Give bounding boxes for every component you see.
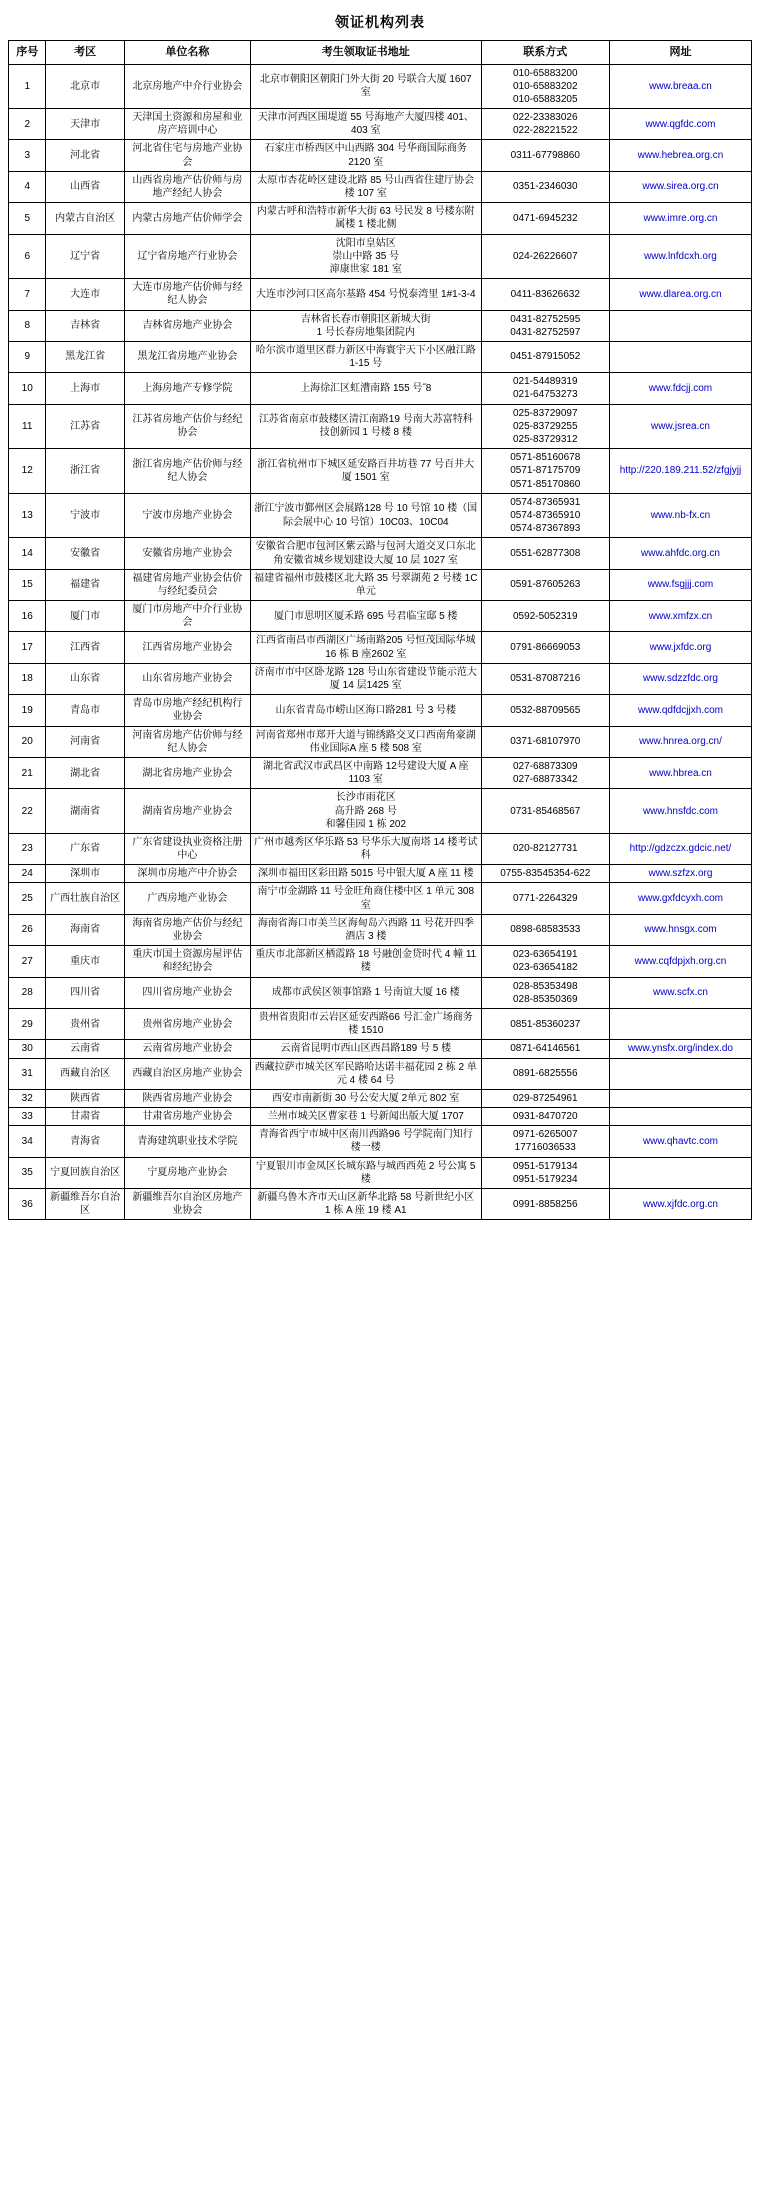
cell-area: 浙江省 [46, 449, 124, 494]
cell-address: 山东省青岛市崂山区海口路281 号 3 号楼 [250, 695, 481, 726]
cell-address: 湖北省武汉市武昌区中南路 12号建设大厦 A 座 1103 室 [250, 757, 481, 788]
cell-address: 兰州市城关区曹家巷 1 号新闻出版大厦 1707 [250, 1108, 481, 1126]
cell-org: 厦门市房地产中介行业协会 [124, 601, 250, 632]
cell-org: 宁夏房地产业协会 [124, 1157, 250, 1188]
website-link[interactable]: www.ynsfx.org/index.do [627, 1043, 733, 1055]
website-link[interactable]: www.xmfzx.cn [648, 610, 713, 622]
cell-seq: 24 [9, 865, 46, 883]
website-link[interactable]: www.qdfdcjjxh.com [637, 704, 723, 716]
cell-area: 上海市 [46, 373, 124, 404]
cell-address: 西藏拉萨市城关区军民路哈达诺丰福花园 2 栋 2 单元 4 楼 64 号 [250, 1058, 481, 1089]
cell-address: 沈阳市皇姑区 崇山中路 35 号 渖康世家 181 室 [250, 234, 481, 279]
cell-address: 哈尔滨市道里区群力新区中海寰宇天下小区融江路 1-15 号 [250, 341, 481, 372]
cell-seq: 4 [9, 171, 46, 202]
table-row [9, 833, 752, 864]
cell-area: 宁夏回族自治区 [46, 1157, 124, 1188]
cell-org: 甘肃省房地产业协会 [124, 1108, 250, 1126]
table-row [9, 404, 752, 449]
cell-area: 北京市 [46, 64, 124, 109]
table-header-row [9, 41, 752, 65]
cell-website[interactable] [609, 493, 751, 538]
cell-org: 湖南省房地产业协会 [124, 789, 250, 834]
cell-website[interactable] [609, 234, 751, 279]
website-link[interactable]: http://gdzczx.gdcic.net/ [629, 843, 732, 855]
cell-contact: 0311-67798860 [481, 140, 609, 171]
cell-contact: 0551-62877308 [481, 538, 609, 569]
cell-org: 西藏自治区房地产业协会 [124, 1058, 250, 1089]
website-link[interactable]: www.gxfdcyxh.com [637, 893, 723, 905]
cell-address: 新疆乌鲁木齐市天山区新华北路 58 号新世纪小区 1 栋 A 座 19 楼 A1 [250, 1189, 481, 1220]
table-row [9, 234, 752, 279]
cell-address: 吉林省长春市朝阳区新城大街 1 号长春房地集团院内 [250, 310, 481, 341]
cell-website[interactable] [609, 203, 751, 234]
cell-seq: 22 [9, 789, 46, 834]
cell-area: 内蒙古自治区 [46, 203, 124, 234]
cell-address: 内蒙古呼和浩特市新华大街 63 号民发 8 号楼东附属楼 1 楼北侧 [250, 203, 481, 234]
table-row [9, 64, 752, 109]
cell-address: 石家庄市桥西区中山西路 304 号华商国际商务 2120 室 [250, 140, 481, 171]
table-row [9, 977, 752, 1008]
table-row [9, 601, 752, 632]
table-row [9, 140, 752, 171]
cell-address: 海南省海口市美兰区海甸岛六西路 11 号花开四季酒店 3 楼 [250, 914, 481, 945]
cell-org: 内蒙古房地产估价师学会 [124, 203, 250, 234]
website-link[interactable]: www.xjfdc.org.cn [642, 1198, 718, 1210]
cell-area: 重庆市 [46, 946, 124, 977]
cell-address: 大连市沙河口区高尔基路 454 号悦泰湾里 1#1-3-4 [250, 279, 481, 310]
cell-area: 宁波市 [46, 493, 124, 538]
website-link[interactable]: www.hnsfdc.com [642, 805, 718, 817]
cell-website[interactable] [609, 914, 751, 945]
cell-contact: 0991-8858256 [481, 1189, 609, 1220]
cell-seq: 23 [9, 833, 46, 864]
cell-address: 济南市市中区卧龙路 128 号山东省建设节能示范大厦 14 层1425 室 [250, 663, 481, 694]
cell-website[interactable] [609, 538, 751, 569]
cell-seq: 1 [9, 64, 46, 109]
cell-org: 广东省建设执业资格注册中心 [124, 833, 250, 864]
cell-seq: 25 [9, 883, 46, 914]
table-row [9, 1126, 752, 1157]
cell-org: 福建省房地产业协会估价与经纪委员会 [124, 569, 250, 600]
cell-seq: 2 [9, 109, 46, 140]
cell-seq: 15 [9, 569, 46, 600]
cell-seq: 6 [9, 234, 46, 279]
cell-seq: 29 [9, 1008, 46, 1039]
cell-website[interactable] [609, 833, 751, 864]
cell-contact: 022-23383026 022-28221522 [481, 109, 609, 140]
cell-seq: 9 [9, 341, 46, 372]
cell-seq: 19 [9, 695, 46, 726]
page-title: 领证机构列表 [335, 14, 425, 30]
website-link[interactable]: www.lnfdcxh.org [644, 250, 717, 262]
website-link[interactable]: www.qgfdc.com [645, 118, 716, 130]
cell-org: 江西省房地产业协会 [124, 632, 250, 663]
table-body [9, 64, 752, 1220]
cell-org: 北京房地产中介行业协会 [124, 64, 250, 109]
cell-org: 辽宁省房地产行业协会 [124, 234, 250, 279]
cell-contact: 0431-82752595 0431-82752597 [481, 310, 609, 341]
cell-org: 贵州省房地产业协会 [124, 1008, 250, 1039]
table-row [9, 914, 752, 945]
cell-website[interactable] [609, 726, 751, 757]
cell-seq: 34 [9, 1126, 46, 1157]
cell-website[interactable] [609, 663, 751, 694]
table-row [9, 726, 752, 757]
cell-org: 陕西省房地产业协会 [124, 1089, 250, 1107]
cell-seq: 13 [9, 493, 46, 538]
cell-website[interactable] [609, 946, 751, 977]
cell-website[interactable] [609, 695, 751, 726]
cell-address: 西安市南新街 30 号公安大厦 2单元 802 室 [250, 1089, 481, 1107]
cell-website[interactable] [609, 64, 751, 109]
cell-contact: 0891-6825556 [481, 1058, 609, 1089]
cell-area: 贵州省 [46, 1008, 124, 1039]
cell-contact: 0851-85360237 [481, 1008, 609, 1039]
cell-area: 湖北省 [46, 757, 124, 788]
cell-contact: 0451-87915052 [481, 341, 609, 372]
table-row [9, 449, 752, 494]
cell-contact: 0898-68583533 [481, 914, 609, 945]
cell-address: 深圳市福田区彩田路 5015 号中银大厦 A 座 11 楼 [250, 865, 481, 883]
website-link[interactable]: www.jsrea.cn [651, 420, 710, 432]
cell-org: 安徽省房地产业协会 [124, 538, 250, 569]
table-row [9, 310, 752, 341]
cell-address: 太原市杏花岭区建设北路 85 号山西省住建厅协会楼 107 室 [250, 171, 481, 202]
cell-address: 北京市朝阳区朝阳门外大街 20 号联合大厦 1607 室 [250, 64, 481, 109]
cell-address: 成都市武侯区领事馆路 1 号南谊大厦 16 楼 [250, 977, 481, 1008]
cell-website[interactable] [609, 977, 751, 1008]
cell-area: 四川省 [46, 977, 124, 1008]
cell-address: 厦门市思明区厦禾路 695 号君临宝邸 5 楼 [250, 601, 481, 632]
cell-seq: 3 [9, 140, 46, 171]
cell-address: 天津市河西区围堤道 55 号海地产大厦四楼 401、403 室 [250, 109, 481, 140]
column-header-seq: 序号 [9, 41, 46, 65]
cell-area: 天津市 [46, 109, 124, 140]
table-row [9, 883, 752, 914]
table-row [9, 1089, 752, 1107]
cell-address: 南宁市金湖路 11 号金旺角商住楼中区 1 单元 308 室 [250, 883, 481, 914]
website-link[interactable]: www.sdzzfdc.org [642, 673, 718, 685]
cell-website[interactable] [609, 1008, 751, 1039]
cell-seq: 33 [9, 1108, 46, 1126]
cell-org: 青海建筑职业技术学院 [124, 1126, 250, 1157]
cell-area: 江苏省 [46, 404, 124, 449]
cell-seq: 10 [9, 373, 46, 404]
cell-area: 吉林省 [46, 310, 124, 341]
website-link[interactable]: www.imre.org.cn [643, 212, 718, 224]
cell-contact: 027-68873309 027-68873342 [481, 757, 609, 788]
website-link[interactable]: www.qhavtc.com [642, 1135, 718, 1147]
table-row [9, 757, 752, 788]
cell-seq: 31 [9, 1058, 46, 1089]
cell-area: 云南省 [46, 1040, 124, 1058]
cell-address: 贵州省贵阳市云岩区延安西路66 号汇金广场商务楼 1510 [250, 1008, 481, 1039]
cell-org: 青岛市房地产经纪机构行业协会 [124, 695, 250, 726]
cell-contact: 0971-6265007 17716036533 [481, 1126, 609, 1157]
cell-org: 大连市房地产估价师与经纪人协会 [124, 279, 250, 310]
cell-seq: 30 [9, 1040, 46, 1058]
cell-seq: 36 [9, 1189, 46, 1220]
cell-address: 重庆市北部新区栖霞路 18 号融创金贷时代 4 幢 11 楼 [250, 946, 481, 977]
table-row [9, 171, 752, 202]
website-link[interactable]: http://220.189.211.52/zfgjyjj [619, 465, 742, 477]
cell-address: 江苏省南京市鼓楼区清江南路19 号南大苏富特科技创新园 1 号楼 8 楼 [250, 404, 481, 449]
cell-contact: 0411-83626632 [481, 279, 609, 310]
column-header-address: 考生领取证书地址 [250, 41, 481, 65]
cell-contact: 0951-5179134 0951-5179234 [481, 1157, 609, 1188]
cell-seq: 11 [9, 404, 46, 449]
table-row [9, 341, 752, 372]
cell-area: 安徽省 [46, 538, 124, 569]
cell-website[interactable] [609, 279, 751, 310]
cell-contact: 0592-5052319 [481, 601, 609, 632]
cell-website[interactable] [609, 601, 751, 632]
cell-website[interactable] [609, 109, 751, 140]
column-header-contact: 联系方式 [481, 41, 609, 65]
cell-org: 江苏省房地产估价与经纪协会 [124, 404, 250, 449]
cell-area: 深圳市 [46, 865, 124, 883]
cell-website[interactable] [609, 1157, 751, 1188]
cell-contact: 0791-86669053 [481, 632, 609, 663]
table-row [9, 1189, 752, 1220]
cell-org: 河北省住宅与房地产业协会 [124, 140, 250, 171]
cell-address: 浙江省杭州市下城区延安路百井坊巷 77 号百井大厦 1501 室 [250, 449, 481, 494]
website-link[interactable]: www.breaa.cn [649, 80, 712, 92]
website-link[interactable]: www.cqfdpjxh.org.cn [634, 955, 727, 967]
cell-website[interactable] [609, 1058, 751, 1089]
cell-seq: 32 [9, 1089, 46, 1107]
cell-address: 云南省昆明市西山区西昌路189 号 5 楼 [250, 1040, 481, 1058]
cell-area: 青岛市 [46, 695, 124, 726]
cell-org: 吉林省房地产业协会 [124, 310, 250, 341]
cell-area: 厦门市 [46, 601, 124, 632]
cell-org: 上海房地产专修学院 [124, 373, 250, 404]
cell-contact: 0731-85468567 [481, 789, 609, 834]
website-link[interactable]: www.sirea.org.cn [642, 181, 719, 193]
registration-agency-table [8, 40, 752, 1220]
cell-website[interactable] [609, 789, 751, 834]
cell-contact: 0591-87605263 [481, 569, 609, 600]
website-link[interactable]: www.ahfdc.org.cn [641, 547, 720, 559]
cell-seq: 12 [9, 449, 46, 494]
cell-area: 广东省 [46, 833, 124, 864]
table-row [9, 865, 752, 883]
cell-website[interactable] [609, 1126, 751, 1157]
cell-org: 河南省房地产估价师与经纪人协会 [124, 726, 250, 757]
cell-contact: 024-26226607 [481, 234, 609, 279]
table-row [9, 109, 752, 140]
cell-area: 河北省 [46, 140, 124, 171]
cell-area: 黑龙江省 [46, 341, 124, 372]
cell-contact: 025-83729097 025-83729255 025-83729312 [481, 404, 609, 449]
cell-org: 湖北省房地产业协会 [124, 757, 250, 788]
cell-contact: 020-82127731 [481, 833, 609, 864]
cell-website[interactable] [609, 140, 751, 171]
cell-website[interactable] [609, 632, 751, 663]
table-row [9, 1108, 752, 1126]
website-link[interactable]: www.hnsgx.com [644, 924, 717, 936]
cell-seq: 17 [9, 632, 46, 663]
cell-address: 安徽省合肥市包河区紫云路与包河大道交叉口东北角安徽省城乡规划建设大厦 10 层 1027 室 [250, 538, 481, 569]
cell-seq: 7 [9, 279, 46, 310]
cell-website[interactable] [609, 1108, 751, 1126]
cell-contact: 023-63654191 023-63654182 [481, 946, 609, 977]
table-row [9, 1058, 752, 1089]
cell-org: 天津国土资源和房屋和业房产培训中心 [124, 109, 250, 140]
cell-area: 福建省 [46, 569, 124, 600]
cell-area: 辽宁省 [46, 234, 124, 279]
cell-area: 山西省 [46, 171, 124, 202]
cell-area: 海南省 [46, 914, 124, 945]
cell-contact: 029-87254961 [481, 1089, 609, 1107]
cell-contact: 0574-87365931 0574-87365910 0574-87367893 [481, 493, 609, 538]
cell-area: 江西省 [46, 632, 124, 663]
table-row [9, 663, 752, 694]
cell-website[interactable] [609, 865, 751, 883]
cell-area: 大连市 [46, 279, 124, 310]
cell-seq: 28 [9, 977, 46, 1008]
column-header-org: 单位名称 [124, 41, 250, 65]
table-row [9, 1008, 752, 1039]
website-link[interactable]: www.fdcjj.com [648, 382, 713, 394]
cell-seq: 8 [9, 310, 46, 341]
cell-org: 山东省房地产业协会 [124, 663, 250, 694]
cell-org: 浙江省房地产估价师与经纪人协会 [124, 449, 250, 494]
cell-area: 湖南省 [46, 789, 124, 834]
cell-website[interactable] [609, 171, 751, 202]
cell-org: 广西房地产业协会 [124, 883, 250, 914]
cell-website[interactable] [609, 310, 751, 341]
cell-org: 海南省房地产估价与经纪业协会 [124, 914, 250, 945]
cell-address: 宁夏银川市金凤区长城东路与城西西苑 2 号公寓 5 楼 [250, 1157, 481, 1188]
table-row [9, 946, 752, 977]
cell-area: 青海省 [46, 1126, 124, 1157]
cell-seq: 27 [9, 946, 46, 977]
cell-org: 黑龙江省房地产业协会 [124, 341, 250, 372]
cell-contact: 0351-2346030 [481, 171, 609, 202]
cell-area: 新疆维吾尔自治区 [46, 1189, 124, 1220]
website-link[interactable]: www.fsgjjj.com [647, 579, 714, 591]
cell-address: 广州市越秀区华乐路 53 号华乐大厦南塔 14 楼考试科 [250, 833, 481, 864]
cell-area: 广西壮族自治区 [46, 883, 124, 914]
table-row [9, 279, 752, 310]
cell-org: 深圳市房地产中介协会 [124, 865, 250, 883]
website-link[interactable]: www.hbrea.cn [649, 767, 712, 779]
cell-contact: 010-65883200 010-65883202 010-65883205 [481, 64, 609, 109]
cell-contact: 0931-8470720 [481, 1108, 609, 1126]
cell-org: 山西省房地产估价师与房地产经纪人协会 [124, 171, 250, 202]
cell-seq: 5 [9, 203, 46, 234]
cell-seq: 20 [9, 726, 46, 757]
cell-website[interactable] [609, 449, 751, 494]
cell-area: 山东省 [46, 663, 124, 694]
website-link[interactable]: www.jxfdc.org [649, 642, 712, 654]
table-row [9, 493, 752, 538]
website-link[interactable]: www.hnrea.org.cn/ [639, 736, 722, 748]
table-row [9, 203, 752, 234]
cell-website[interactable] [609, 883, 751, 914]
column-header-website: 网址 [609, 41, 751, 65]
website-link[interactable]: www.nb-fx.cn [650, 509, 711, 521]
cell-contact: 021-54489319 021-64753273 [481, 373, 609, 404]
cell-website[interactable] [609, 1040, 751, 1058]
cell-address: 上海徐汇区虹漕南路 155 号˝8 [250, 373, 481, 404]
table-row [9, 1157, 752, 1188]
cell-seq: 26 [9, 914, 46, 945]
cell-seq: 16 [9, 601, 46, 632]
cell-contact: 028-85353498 028-85350369 [481, 977, 609, 1008]
cell-contact: 0471-6945232 [481, 203, 609, 234]
cell-seq: 35 [9, 1157, 46, 1188]
cell-contact: 0531-87087216 [481, 663, 609, 694]
cell-website[interactable] [609, 569, 751, 600]
cell-seq: 14 [9, 538, 46, 569]
cell-address: 江西省南昌市西湖区广场南路205 号恒茂国际华城 16 栋 B 座2602 室 [250, 632, 481, 663]
cell-contact: 0755-83545354-622 [481, 865, 609, 883]
table-row [9, 373, 752, 404]
table-row [9, 1040, 752, 1058]
cell-contact: 0371-68107970 [481, 726, 609, 757]
column-header-area: 考区 [46, 41, 124, 65]
cell-address: 河南省郑州市郑开大道与锦绣路交叉口西南角豪湖伟业国际A 座 5 楼 508 室 [250, 726, 481, 757]
cell-website[interactable] [609, 404, 751, 449]
cell-contact: 0532-88709565 [481, 695, 609, 726]
table-row [9, 695, 752, 726]
table-row [9, 789, 752, 834]
cell-org: 宁波市房地产业协会 [124, 493, 250, 538]
website-link[interactable]: www.dlarea.org.cn [639, 288, 722, 300]
cell-seq: 18 [9, 663, 46, 694]
cell-area: 河南省 [46, 726, 124, 757]
cell-contact: 0771-2264329 [481, 883, 609, 914]
cell-website[interactable] [609, 757, 751, 788]
website-link[interactable]: www.scfx.cn [652, 987, 708, 999]
table-row [9, 632, 752, 663]
cell-website[interactable] [609, 1189, 751, 1220]
cell-address: 浙江宁波市鄞州区会展路128 号 10 号馆 10 楼（国际会展中心 10 号馆）10C03、10C04 [250, 493, 481, 538]
website-link[interactable]: www.hebrea.org.cn [637, 150, 724, 162]
cell-address: 青海省西宁市城中区南川西路96 号学院南门知行楼一楼 [250, 1126, 481, 1157]
cell-area: 甘肃省 [46, 1108, 124, 1126]
website-link[interactable]: www.szfzx.org [648, 868, 713, 880]
cell-contact: 0571-85160678 0571-87175709 0571-85170860 [481, 449, 609, 494]
table-row [9, 569, 752, 600]
cell-org: 四川省房地产业协会 [124, 977, 250, 1008]
cell-website[interactable] [609, 373, 751, 404]
cell-website[interactable] [609, 341, 751, 372]
cell-area: 陕西省 [46, 1089, 124, 1107]
cell-area: 西藏自治区 [46, 1058, 124, 1089]
table-row [9, 538, 752, 569]
cell-address: 长沙市雨花区 高升路 268 号 和馨佳园 1 栋 202 [250, 789, 481, 834]
cell-contact: 0871-64146561 [481, 1040, 609, 1058]
cell-org: 新疆维吾尔自治区房地产业协会 [124, 1189, 250, 1220]
cell-website[interactable] [609, 1089, 751, 1107]
table-header [9, 41, 752, 65]
cell-seq: 21 [9, 757, 46, 788]
cell-org: 云南省房地产业协会 [124, 1040, 250, 1058]
cell-address: 福建省福州市鼓楼区北大路 35 号翠湖苑 2 号楼 1C 单元 [250, 569, 481, 600]
cell-org: 重庆市国土资源房屋评估和经纪协会 [124, 946, 250, 977]
